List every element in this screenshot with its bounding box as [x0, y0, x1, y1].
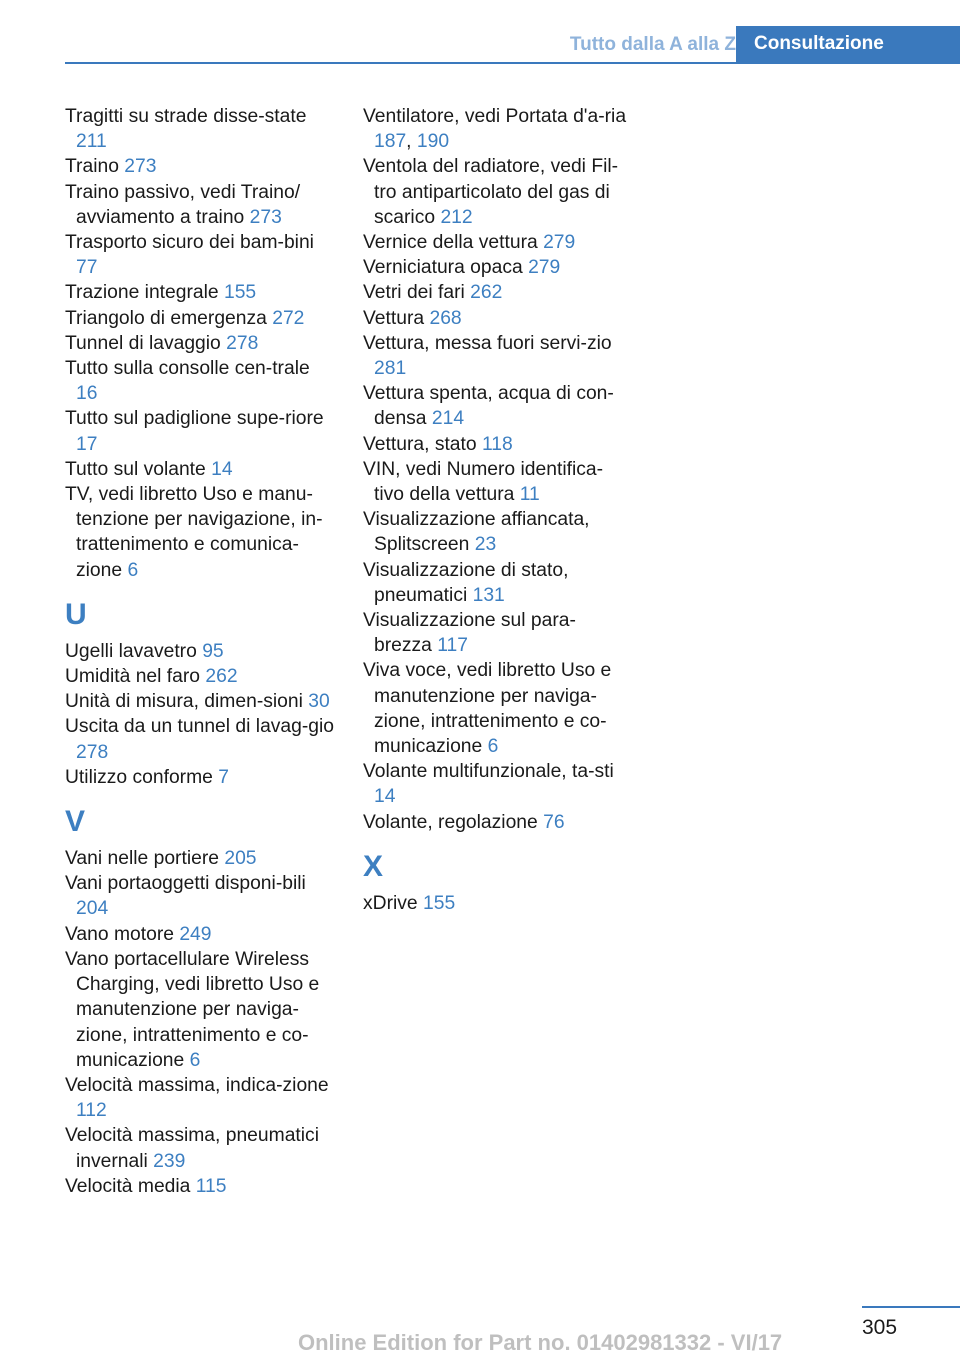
page-link[interactable]: 6 [189, 1049, 201, 1071]
page-link[interactable]: 30 [308, 691, 330, 713]
index-entry-term: Utilizzo conforme [65, 766, 213, 788]
index-entry [65, 714, 335, 764]
index-column-left [65, 104, 335, 1199]
index-letter-heading: V [65, 805, 86, 839]
index-entry-term: Verniciatura opaca [363, 257, 523, 279]
page-link[interactable]: 14 [211, 458, 233, 480]
index-entry [65, 1073, 335, 1123]
index-entry-term: Vettura, stato [363, 433, 477, 455]
index-entry-term: Ventola del radiatore, vedi Fil-tro antiparticolato del gas di scarico [363, 156, 619, 228]
index-entry-term: Traino passivo, vedi Traino/ avviamento a traino [65, 181, 301, 228]
page-link[interactable]: 273 [249, 206, 282, 228]
index-column-right [363, 104, 633, 916]
page-link[interactable]: 131 [472, 584, 505, 606]
index-entry [65, 180, 335, 230]
index-entry [65, 331, 335, 356]
page-link[interactable]: 155 [423, 892, 456, 914]
page-link[interactable]: 281 [374, 358, 407, 380]
index-entry [65, 154, 335, 179]
page-link[interactable]: 23 [474, 534, 497, 556]
index-entry-term: Ugelli lavavetro [65, 640, 197, 662]
page-link[interactable]: 95 [202, 640, 224, 662]
index-entry [363, 255, 633, 280]
index-entry [363, 331, 633, 381]
index-entry-term: Vettura [363, 307, 425, 329]
index-entry-term: Vani portaoggetti disponi-bili [65, 873, 306, 895]
page-link[interactable]: 77 [76, 257, 98, 279]
index-entry-term: Tutto sul volante [65, 458, 206, 480]
index-entry-term: Volante multifunzionale, ta-sti [363, 761, 614, 783]
index-entry-term: Vettura spenta, acqua di con-densa [363, 383, 614, 430]
index-entry-term: TV, vedi libretto Uso e manu-tenzione per navigazione, in-trattenimento e comunica-zione [65, 484, 323, 581]
page-link[interactable]: 190 [416, 131, 450, 153]
index-entry [65, 1123, 335, 1173]
index-entry [65, 947, 335, 1073]
index-entry [363, 104, 633, 154]
footer-edition: Online Edition for Part no. 01402981332 - VI/17 [298, 1330, 783, 1355]
index-entry [363, 891, 633, 916]
index-entry-term: Umidità nel faro [65, 666, 201, 688]
page-link[interactable]: 273 [124, 156, 157, 178]
index-entry-term: Visualizzazione sul para-brezza [363, 610, 576, 657]
index-entry-term: Tragitti su strade disse-state [65, 106, 307, 127]
index-entry [65, 230, 335, 280]
index-entry-term: Volante, regolazione [363, 811, 538, 833]
index-entry [65, 664, 335, 689]
page-link[interactable]: 262 [205, 666, 238, 688]
page-link[interactable]: 279 [528, 257, 561, 279]
index-entry [65, 280, 335, 305]
index-entry-term: Velocità massima, indica-zione [65, 1074, 329, 1096]
page-link[interactable]: 17 [76, 433, 98, 455]
index-entry [363, 759, 633, 809]
page-link[interactable]: 249 [179, 923, 212, 945]
page-link[interactable]: 278 [226, 332, 259, 354]
index-entry [363, 432, 633, 457]
index-entry-term: Vernice della vettura [363, 232, 538, 254]
page-link[interactable]: 278 [76, 741, 109, 763]
index-entry [65, 104, 335, 154]
index-entry [65, 846, 335, 871]
index-entry [65, 765, 335, 790]
index-entry-term: Traino [65, 156, 119, 178]
index-entry [65, 922, 335, 947]
index-entry [65, 482, 335, 583]
index-entry-term: Uscita da un tunnel di lavag-gio [65, 716, 335, 738]
page-link[interactable]: 11 [519, 484, 540, 506]
index-entry [363, 658, 633, 759]
chapter-tab[interactable]: Consultazione [736, 26, 960, 62]
index-entry-term: xDrive [363, 892, 418, 914]
index-entry [363, 558, 633, 608]
section-title[interactable]: Tutto dalla A alla Z [569, 34, 736, 55]
index-entry [363, 280, 633, 305]
index-letter-heading: X [363, 849, 384, 883]
page-link[interactable]: 279 [543, 232, 576, 254]
index-entry [65, 1174, 335, 1199]
index-entry-term: Vetri dei fari [363, 282, 465, 304]
index-entry [363, 306, 633, 331]
page-link[interactable]: 118 [481, 433, 513, 455]
index-entry [65, 457, 335, 482]
page-link[interactable]: 214 [431, 408, 465, 430]
index-entry-term: Visualizzazione affiancata, Splitscreen [363, 509, 590, 556]
index-entry-term: Vano portacellulare Wireless Charging, vedi libretto Uso e manutenzione per naviga-zione, intrattenimento e co-municazione [65, 948, 320, 1071]
page-link[interactable]: 155 [223, 282, 257, 304]
index-entry [65, 871, 335, 921]
index-entry [363, 810, 633, 835]
index-entry-term: Trasporto sicuro dei bam-bini [65, 232, 314, 254]
page-link[interactable]: 76 [543, 811, 565, 833]
page-link[interactable]: 115 [195, 1175, 227, 1197]
index-entry-term: Velocità media [65, 1175, 191, 1197]
page-link[interactable]: 211 [76, 131, 107, 153]
index-entry-term: VIN, vedi Numero identifica-tivo della vettura [363, 458, 604, 506]
page-separator: , [406, 131, 417, 153]
page-link[interactable]: 16 [76, 383, 98, 405]
index-entry-term: Vani nelle portiere [65, 848, 219, 870]
index-entry [363, 608, 633, 658]
index-entry [65, 306, 335, 331]
index-entry-term: Ventilatore, vedi Portata d'a-ria [363, 106, 627, 127]
footer-rule [862, 1306, 960, 1308]
page-link[interactable]: 6 [487, 736, 499, 758]
page-link[interactable]: 7 [218, 766, 229, 788]
index-entry [65, 406, 335, 456]
page-link[interactable]: 6 [127, 559, 139, 581]
index-entry-term: Velocità massima, pneumatici invernali [65, 1125, 319, 1172]
index-entry-term: Triangolo di emergenza [65, 307, 267, 329]
index-entry-term: Trazione integrale [65, 282, 219, 304]
index-letter-heading: U [65, 597, 87, 631]
index-entry [65, 356, 335, 406]
header-bar [65, 26, 960, 64]
index-entry [363, 381, 633, 431]
index-entry-term: Vettura, messa fuori servi-zio [363, 332, 612, 354]
index-entry-term: Unità di misura, dimen-sioni [65, 691, 303, 713]
index-entry [363, 154, 633, 230]
page-link[interactable]: 268 [429, 307, 462, 329]
page-link[interactable]: 14 [374, 786, 396, 808]
index-entry-term: Tutto sulla consolle cen-trale [65, 358, 310, 380]
index-entry-term: Vano motore [65, 923, 174, 945]
index-entry-term: Tunnel di lavaggio [65, 332, 221, 354]
page-link[interactable]: 112 [76, 1100, 107, 1122]
index-entry [65, 639, 335, 664]
page-link[interactable]: 212 [440, 206, 473, 228]
page-link[interactable]: 272 [272, 307, 305, 329]
page-link[interactable]: 239 [153, 1150, 186, 1172]
index-entry-term: Tutto sul padiglione supe-riore [65, 408, 324, 430]
page-link[interactable]: 204 [76, 898, 109, 920]
page-number: 305 [862, 1316, 898, 1339]
index-entry [65, 689, 335, 714]
index-entry [363, 507, 633, 557]
index-entry-term: Visualizzazione di stato, pneumatici [363, 559, 569, 606]
page-link[interactable]: 262 [470, 282, 503, 304]
page-link[interactable]: 117 [437, 635, 468, 657]
index-entry [363, 230, 633, 255]
page-link[interactable]: 205 [224, 848, 257, 870]
page-link[interactable]: 187 [374, 131, 407, 153]
index-entry-term: Viva voce, vedi libretto Uso e manutenzione per naviga-zione, intrattenimento e co-municazione [363, 660, 612, 758]
index-entry [363, 457, 633, 507]
